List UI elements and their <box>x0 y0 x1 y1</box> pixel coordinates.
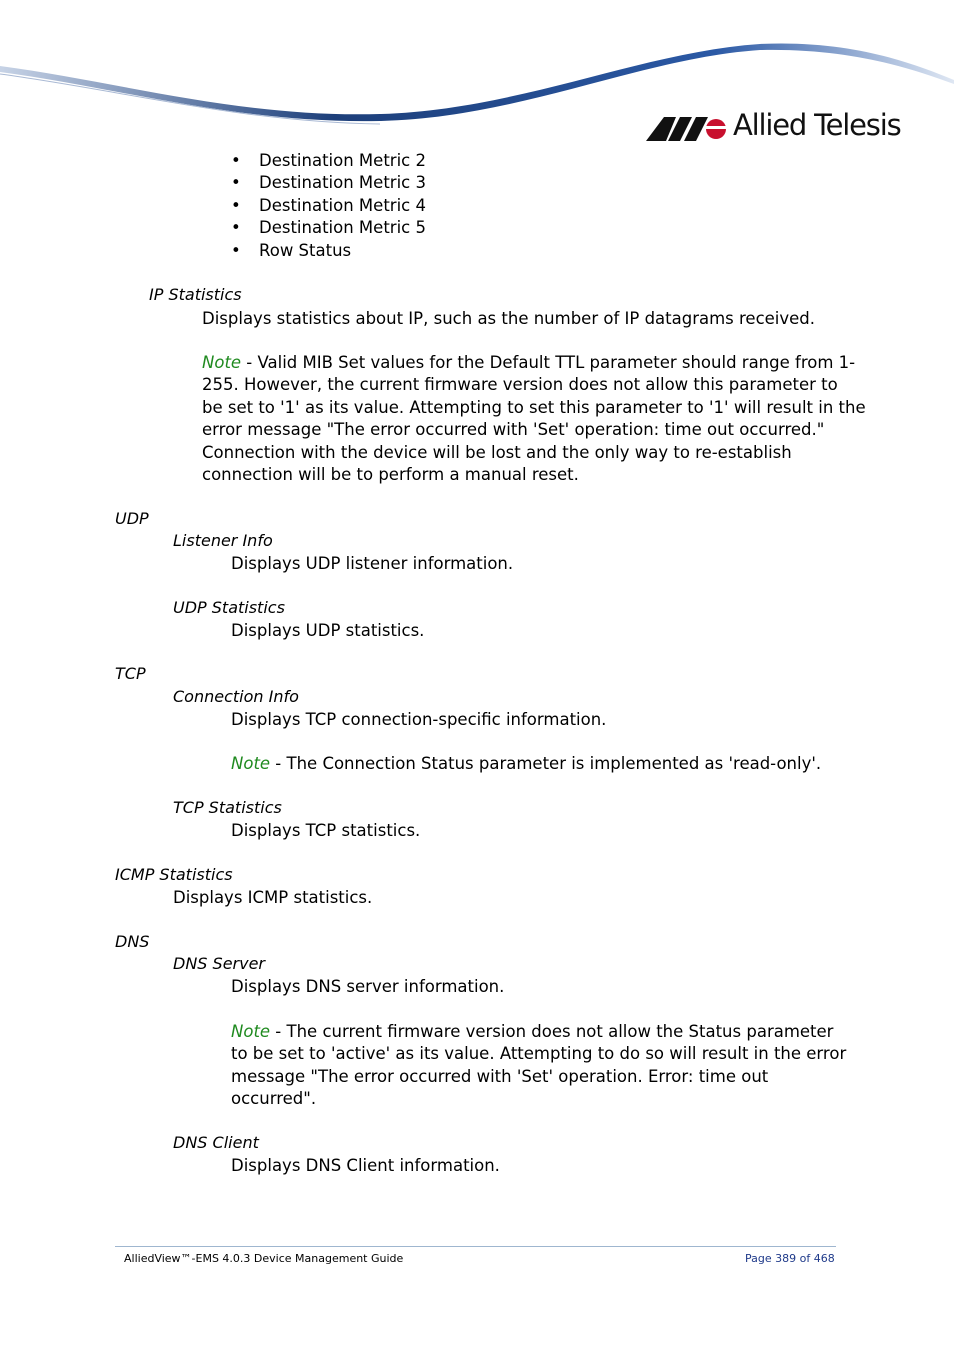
dns-client-description: Displays DNS Client information. <box>231 1156 500 1175</box>
udp-heading: UDP <box>115 509 149 528</box>
connection-info-note: Note - The Connection Status parameter is implemented as 'read-only'. <box>231 754 822 773</box>
footer-page-number: Page 389 of 468 <box>745 1252 835 1265</box>
bullet-list <box>231 150 426 262</box>
dns-server-description: Displays DNS server information. <box>231 977 505 996</box>
dns-heading: DNS <box>115 932 150 951</box>
tcp-heading: TCP <box>115 664 146 683</box>
icmp-statistics-heading: ICMP Statistics <box>115 865 233 884</box>
dns-server-note: Note - The current firmware version does not allow the Status parameter to be set to 'active' as its value. Attempting to do so will result in the error message "The error occurred with 'Set' operation. Error: time out occurred". <box>231 1022 847 1109</box>
bullet-icon: • <box>231 151 241 170</box>
list-item: • Destination Metric 3 <box>231 172 426 194</box>
note-label: Note <box>202 353 242 372</box>
list-item: • Row Status <box>231 240 426 262</box>
tcp-statistics-heading: TCP Statistics <box>173 798 282 817</box>
note-label: Note <box>231 754 271 773</box>
ip-statistics-note: Note - Valid MIB Set values for the Default TTL parameter should range from 1- 255. However, the current firmware version does not allow this parameter to be set to '1' as its value. Attempting to set this parameter to '1' will result in the error message "The error occurred with 'Set' operation: time out occurred." Connection with the device will be lost and the only way to re-establish connection will be to perform a manual reset. <box>202 353 866 485</box>
allied-telesis-mark-icon <box>646 114 728 144</box>
dns-server-heading: DNS Server <box>173 954 265 973</box>
listener-info-heading: Listener Info <box>173 531 273 550</box>
tcp-statistics-description: Displays TCP statistics. <box>231 821 421 840</box>
udp-statistics-description: Displays UDP statistics. <box>231 621 425 640</box>
udp-statistics-heading: UDP Statistics <box>173 598 285 617</box>
dns-client-heading: DNS Client <box>173 1133 259 1152</box>
bullet-icon: • <box>231 195 241 215</box>
listener-info-description: Displays UDP listener information. <box>231 554 514 573</box>
ip-statistics-description: Displays statistics about IP, such as the number of IP datagrams received. <box>202 309 816 328</box>
footer-document-title: AlliedView™-EMS 4.0.3 Device Management Guide <box>124 1252 404 1265</box>
note-label: Note <box>231 1022 271 1041</box>
list-item: • Destination Metric 5 <box>231 217 426 239</box>
bullet-icon: • <box>231 173 241 193</box>
logo-text: Allied Telesis <box>733 108 901 142</box>
icmp-statistics-description: Displays ICMP statistics. <box>173 888 373 907</box>
footer-divider <box>115 1246 836 1247</box>
ip-statistics-heading: IP Statistics <box>149 285 242 304</box>
bullet-icon: • <box>231 218 241 238</box>
connection-info-heading: Connection Info <box>173 687 299 706</box>
bullet-icon: • <box>231 240 241 260</box>
connection-info-description: Displays TCP connection-specific information. <box>231 710 607 729</box>
list-item: • Destination Metric 2 <box>231 150 426 172</box>
list-item: • Destination Metric 4 <box>231 195 426 217</box>
